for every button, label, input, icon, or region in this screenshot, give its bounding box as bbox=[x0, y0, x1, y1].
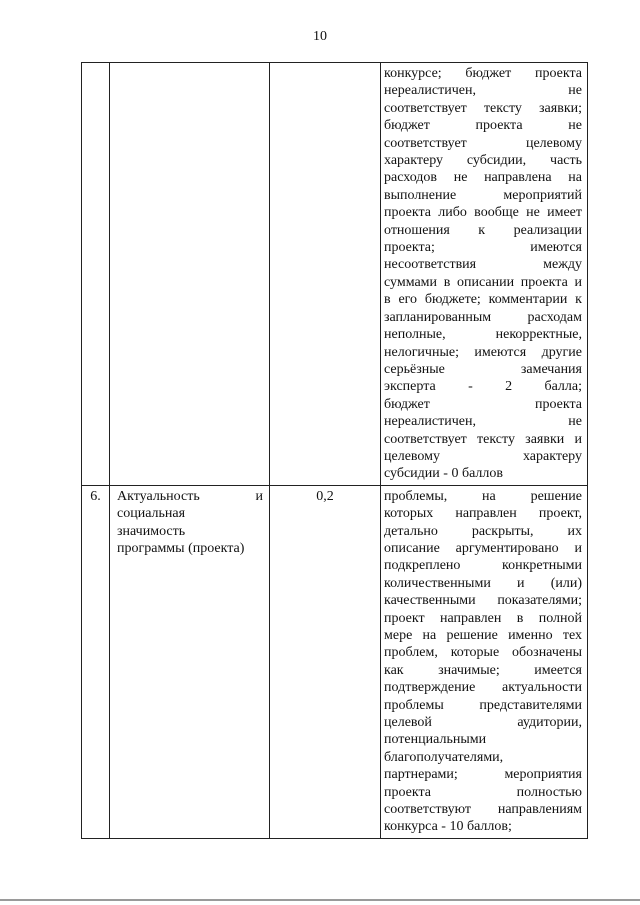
scoring-description-line: целевому характеру bbox=[384, 448, 582, 464]
scoring-description-line: проекта либо вообще не имеет bbox=[384, 205, 582, 221]
scoring-description-line: проекта полностью bbox=[384, 784, 582, 800]
scoring-description-line: расходов не направлена на bbox=[384, 170, 582, 186]
scoring-description-line: в его бюджете; комментарии к bbox=[384, 292, 582, 308]
table-row bbox=[82, 485, 588, 838]
scoring-description-line: целевой аудитории, bbox=[384, 715, 582, 731]
scoring-description-line: конкурсе; бюджет проекта bbox=[384, 66, 582, 81]
scoring-description-line: бюджет проекта не bbox=[384, 118, 582, 134]
scoring-description-line: неполные, некорректные, bbox=[384, 327, 582, 343]
scoring-description-cell bbox=[381, 63, 588, 486]
scoring-description-line: запланированным расходам bbox=[384, 309, 582, 325]
weight-coefficient-cell: 0,2 bbox=[270, 485, 381, 838]
scoring-description-line: нереалистичен, не bbox=[384, 83, 582, 99]
scoring-description-line: соответствует тексту заявки и bbox=[384, 431, 582, 447]
scoring-description-line: бюджет проекта bbox=[384, 396, 582, 412]
scoring-description-line: соответствуют направлениям bbox=[384, 802, 582, 818]
criterion-name-cell bbox=[110, 63, 270, 486]
scoring-description-line: которых направлен проект, bbox=[384, 506, 582, 522]
table-row bbox=[82, 63, 588, 486]
scoring-description-line: проблемы представителями bbox=[384, 697, 582, 713]
scoring-description-line: качественными показателями; bbox=[384, 593, 582, 609]
criterion-name-line: программы (проекта) bbox=[117, 540, 245, 556]
scoring-description-line: благополучателями, bbox=[384, 749, 504, 765]
scoring-description-cell bbox=[381, 485, 588, 838]
criterion-name-line: социальная bbox=[117, 506, 186, 522]
scoring-description-line: мере на решение именно тех bbox=[384, 628, 582, 643]
scoring-description-line: отношения к реализации bbox=[384, 222, 582, 238]
scoring-description-line: потенциальными bbox=[384, 732, 487, 748]
scoring-description-line: суммами в описании проекта и bbox=[384, 274, 582, 290]
scoring-description-line: серьёзные замечания bbox=[384, 361, 582, 377]
criterion-name-line: значимость bbox=[117, 523, 186, 539]
scoring-description-line: описание аргументировано и bbox=[384, 540, 582, 556]
row-number-cell: 6. bbox=[82, 485, 110, 838]
scoring-description-line: конкурса - 10 баллов; bbox=[384, 819, 512, 835]
scoring-description-line: субсидии - 0 баллов bbox=[384, 466, 503, 482]
scoring-description-line: подкреплено конкретными bbox=[384, 558, 582, 574]
scoring-description-line: соответствует тексту заявки; bbox=[384, 100, 582, 116]
scoring-description-line: партнерами; мероприятия bbox=[384, 767, 582, 783]
scoring-description-line: несоответствия между bbox=[384, 257, 582, 273]
scoring-description-line: как значимые; имеется bbox=[384, 662, 582, 678]
weight-coefficient-cell bbox=[270, 63, 381, 486]
scoring-description-line: соответствует целевому bbox=[384, 135, 582, 151]
scoring-description-line: нереалистичен, не bbox=[384, 414, 582, 430]
row-number-cell bbox=[82, 63, 110, 486]
criterion-name-line: Актуальность и bbox=[117, 488, 263, 504]
scoring-description-line: эксперта - 2 балла; bbox=[384, 379, 582, 395]
scoring-description-line: проект направлен в полной bbox=[384, 610, 582, 626]
evaluation-criteria-table bbox=[81, 62, 588, 839]
scoring-description-line: проблемы, на решение bbox=[384, 488, 582, 504]
scoring-description-line: проекта; имеются bbox=[384, 240, 582, 256]
scoring-description-line: количественными и (или) bbox=[384, 575, 582, 591]
scan-edge-rule bbox=[0, 899, 640, 901]
page-number: 10 bbox=[313, 29, 327, 44]
scoring-description-line: подтверждение актуальности bbox=[384, 680, 582, 696]
criterion-name-cell bbox=[110, 485, 270, 838]
scoring-description-line: детально раскрыты, их bbox=[384, 523, 582, 539]
scoring-description-line: выполнение мероприятий bbox=[384, 187, 582, 203]
scoring-description-line: характеру субсидии, часть bbox=[384, 153, 582, 169]
scoring-description-line: проблем, которые обозначены bbox=[384, 645, 582, 661]
scoring-description-line: нелогичные; имеются другие bbox=[384, 344, 582, 360]
